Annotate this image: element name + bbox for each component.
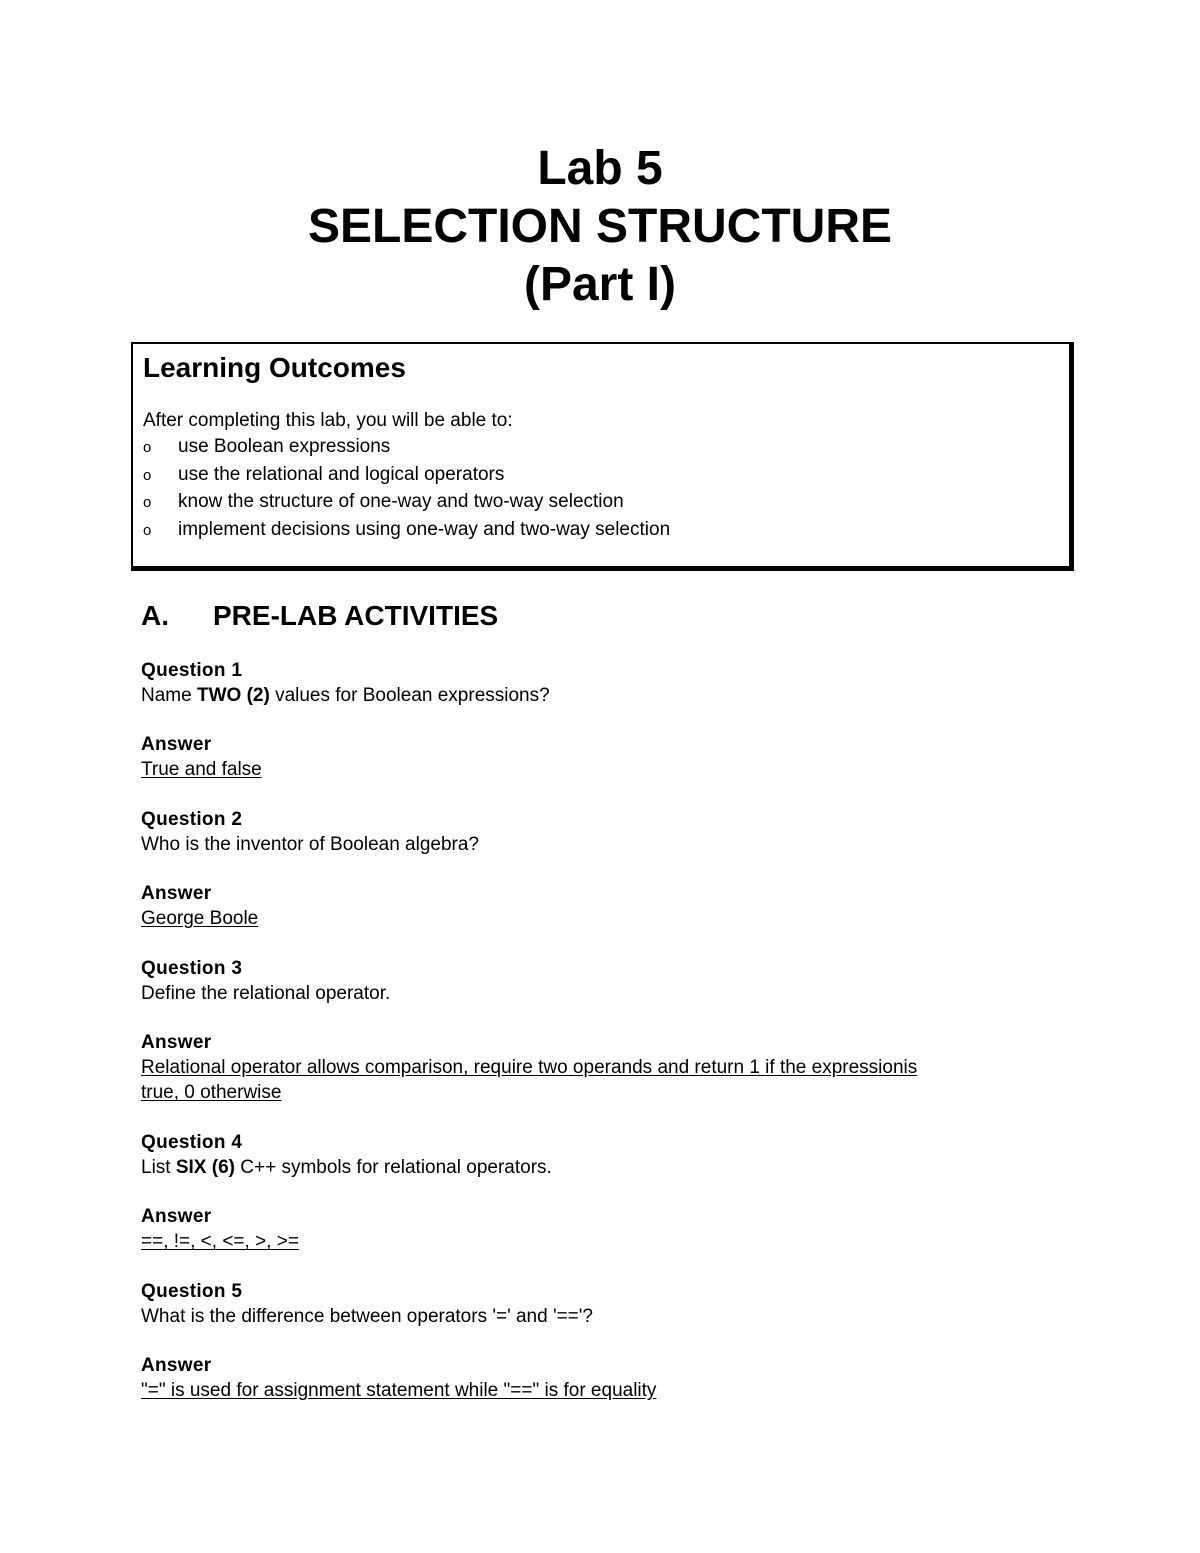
outcome-text: use the relational and logical operators [178,463,505,485]
learning-outcomes-box [131,342,1074,571]
title-topic: SELECTION STRUCTURE [307,200,892,253]
question-block-1 [141,658,1061,782]
bullet-icon: o [143,466,152,484]
question-text-part: List [141,1157,176,1178]
question-text [141,683,1061,708]
list-item [143,462,670,490]
answer-text: true, 0 otherwise [141,1082,282,1103]
question-text: Define the relational operator. [141,983,391,1004]
question-text: Who is the inventor of Boolean algebra? [141,834,479,855]
title-part: (Part I) [523,258,676,311]
answer-text: "=" is used for assignment statement while "==" is for equality [141,1380,657,1401]
question-block-4 [141,1130,1061,1254]
list-item [143,517,670,545]
list-item [143,434,670,462]
question-text-emphasis: TWO (2) [196,685,270,706]
answer-label: Answer [141,734,212,755]
title-lab-number: Lab 5 [537,142,663,195]
answer-label: Answer [141,883,212,904]
section-letter: A. [141,600,169,631]
list-item [143,489,670,517]
bullet-icon: o [143,494,152,511]
answer-label: Answer [141,1032,212,1053]
question-block-2 [141,807,1061,931]
question-text-part: values for Boolean expressions? [269,685,550,706]
question-block-5 [141,1279,1061,1403]
question-label: Question 1 [141,660,243,681]
answer-label: Answer [141,1206,212,1227]
bullet-icon: o [143,439,152,456]
answer-text: George Boole [141,908,259,929]
learning-outcomes-heading: Learning Outcomes [143,352,406,383]
question-text-part: Name [141,685,197,706]
question-text-part: C++ symbols for relational operators. [234,1157,552,1178]
question-text: What is the difference between operators '=' and '=='? [141,1306,593,1327]
answer-text: True and false [141,759,262,780]
question-answer-list [141,658,1061,1403]
answer-text: Relational operator allows comparison, require two operands and return 1 if the expressionis [141,1057,918,1078]
question-text-emphasis: SIX (6) [175,1157,235,1178]
answer-label: Answer [141,1355,212,1376]
outcome-text: implement decisions using one-way and two-way selection [178,518,671,540]
answer-text: ==, !=, <, <=, >, >= [141,1231,299,1252]
question-text [141,1155,1061,1180]
question-label: Question 4 [141,1132,243,1153]
section-heading-prelab [141,598,498,634]
bullet-icon: o [143,521,152,539]
section-title: PRE-LAB ACTIVITIES [213,600,499,631]
question-label: Question 5 [141,1281,243,1302]
learning-outcomes-list [143,434,670,544]
document-title [0,140,1200,314]
outcome-text: use Boolean expressions [178,436,391,457]
question-label: Question 2 [141,809,243,830]
question-block-3 [141,956,1061,1105]
question-label: Question 3 [141,958,243,979]
outcome-text: know the structure of one-way and two-way selection [178,491,624,512]
learning-outcomes-intro: After completing this lab, you will be able to: [143,410,513,431]
